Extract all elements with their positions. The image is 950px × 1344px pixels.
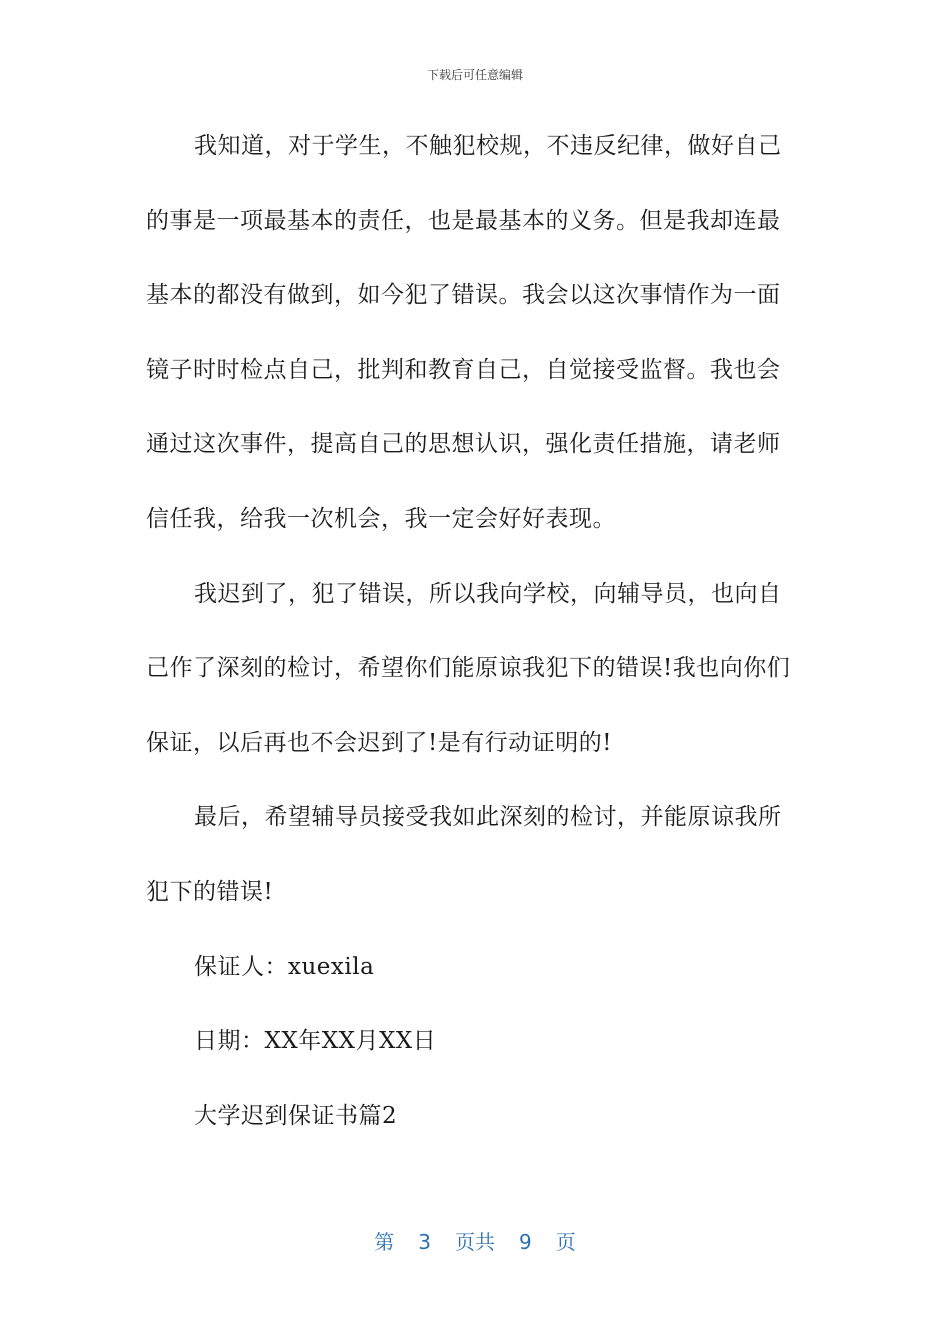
paragraph-line: 保证，以后再也不会迟到了!是有行动证明的! <box>146 729 612 756</box>
date-line: 日期：XX年XX月XX日 <box>194 1028 437 1055</box>
paragraph-line: 最后，希望辅导员接受我如此深刻的检讨，并能原谅我所 <box>194 804 782 831</box>
paragraph-line: 基本的都没有做到，如今犯了错误。我会以这次事情作为一面 <box>146 282 781 309</box>
page-prefix: 第 <box>374 1230 395 1254</box>
page-middle: 页共 <box>455 1230 495 1254</box>
paragraph-line: 的事是一项最基本的责任，也是最基本的义务。但是我却连最 <box>146 207 781 234</box>
guarantor-line: 保证人：xuexila <box>194 953 375 980</box>
paragraph-line: 我迟到了，犯了错误，所以我向学校，向辅导员，也向自 <box>194 580 782 607</box>
page-suffix: 页 <box>555 1230 576 1254</box>
current-page: 3 <box>418 1230 431 1254</box>
paragraph-line: 己作了深刻的检讨，希望你们能原谅我犯下的错误!我也向你们 <box>146 655 791 682</box>
paragraph-line: 犯下的错误! <box>146 878 274 905</box>
total-pages: 9 <box>519 1230 532 1254</box>
paragraph-line: 信任我，给我一次机会，我一定会好好表现。 <box>146 505 616 532</box>
section-title: 大学迟到保证书篇2 <box>194 1102 398 1129</box>
document-body <box>146 128 806 1172</box>
page-number <box>0 1226 950 1255</box>
paragraph-line: 通过这次事件，提高自己的思想认识，强化责任措施，请老师 <box>146 431 781 458</box>
paragraph-line: 我知道，对于学生，不触犯校规，不违反纪律，做好自己 <box>194 133 782 159</box>
page-header: 下载后可任意编辑 <box>426 68 523 82</box>
paragraph-line: 镜子时时检点自己，批判和教育自己，自觉接受监督。我也会 <box>146 356 781 383</box>
